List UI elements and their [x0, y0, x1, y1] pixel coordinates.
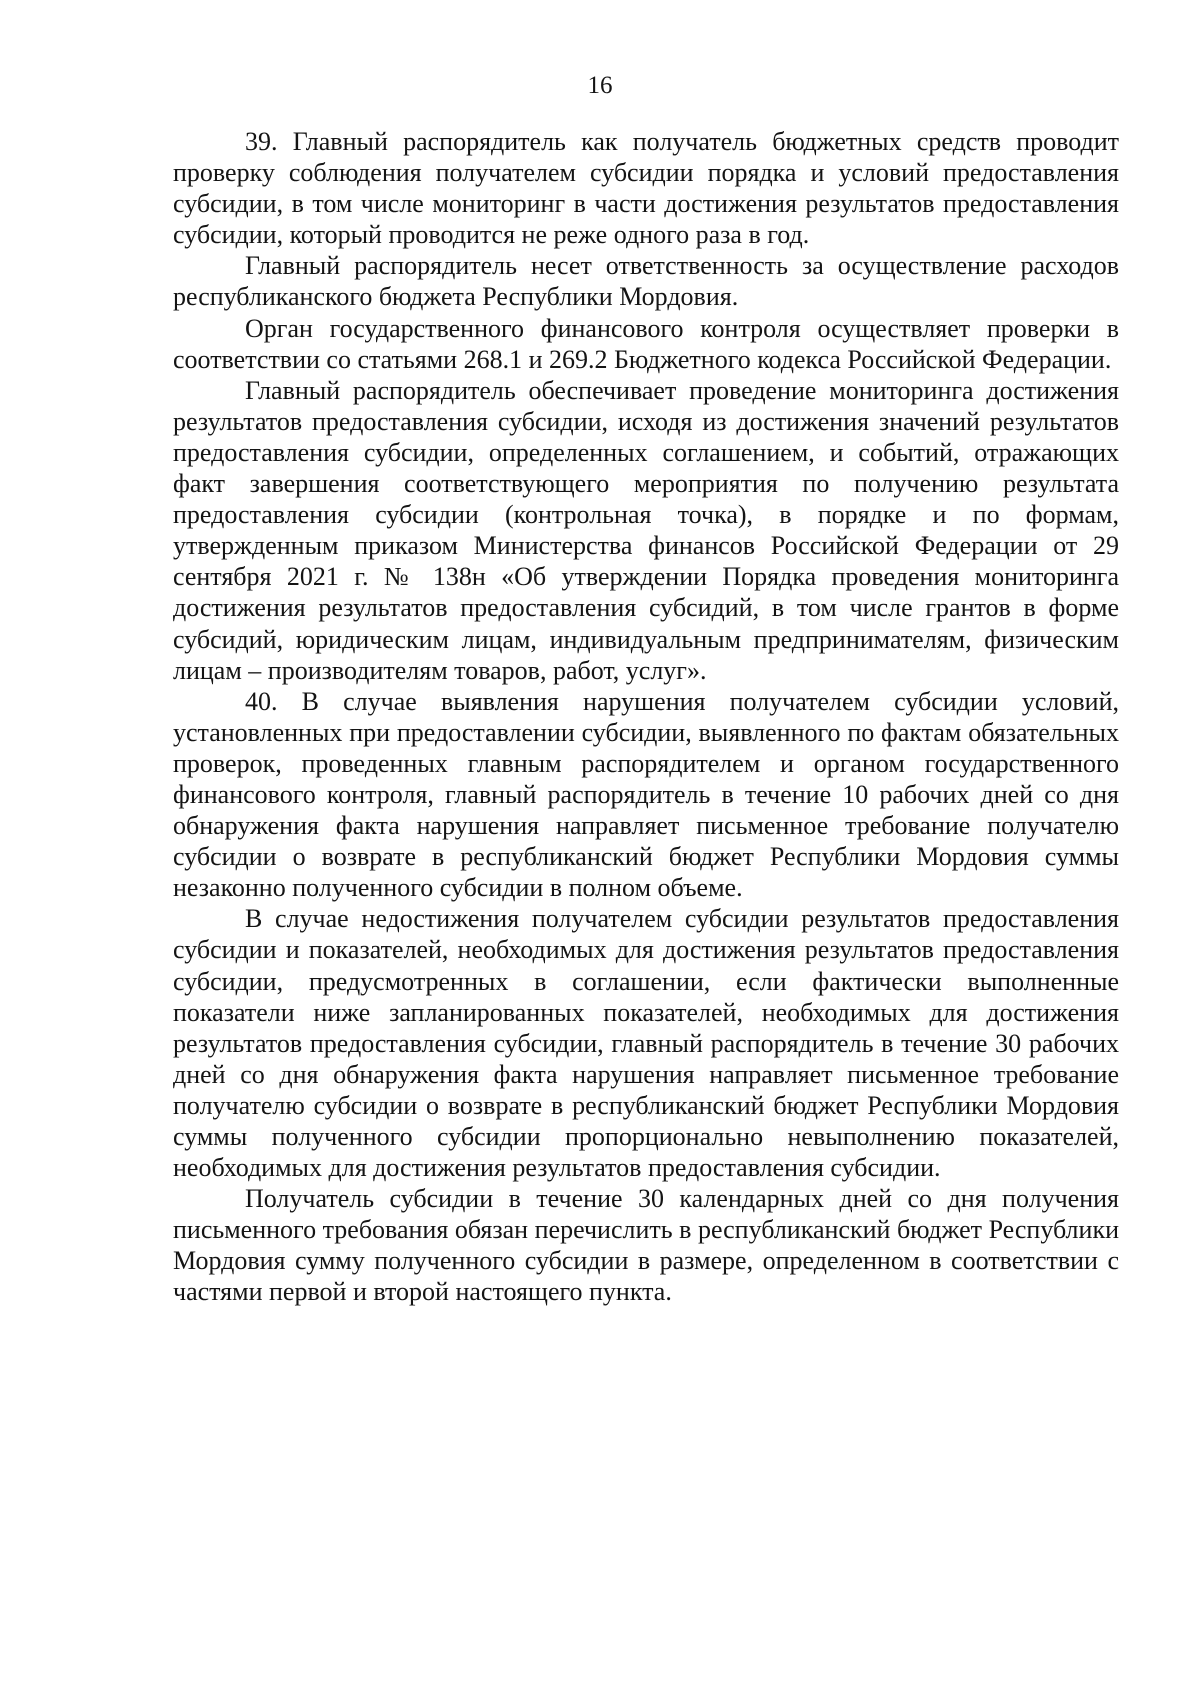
- paragraph-responsibility: Главный распорядитель несет ответственность за осуществление расходов республиканского бюджета Республики Мордовия.: [173, 251, 1119, 312]
- paragraph-refund: Получатель субсидии в течение 30 календарных дней со дня получения письменного требования обязан перечислить в республиканский бюджет Республики Мордовия сумму полученного субсидии в размере, определенном в соответствии с частями первой и второй настоящего пункта.: [173, 1184, 1119, 1307]
- paragraph-monitoring: Главный распорядитель обеспечивает проведение мониторинга достижения результатов предоставления субсидии, исходя из достижения значений результатов предоставления субсидии, определенных соглашением, и событий, отражающих факт завершения соответствующего мероприятия по получению результата предоставления субсидии (контрольная точка), в порядке и по формам, утвержденным приказом Министерства финансов Российской Федерации от 29 сентября 2021 г. № 138н «Об утверждении Порядка проведения мониторинга достижения результатов предоставления субсидий, в том числе грантов в форме субсидий, юридическим лицам, индивидуальным предпринимателям, физическим лицам – производителям товаров, работ, услуг».: [173, 375, 1119, 685]
- paragraph-non-achievement: В случае недостижения получателем субсидии результатов предоставления субсидии и показателей, необходимых для достижения результатов предоставления субсидии, предусмотренных в соглашении, если фактически выполненные показатели ниже запланированных показателей, необходимых для достижения результатов предоставления субсидии, главный распорядитель в течение 30 рабочих дней со дня обнаружения факта нарушения направляет письменное требование получателю субсидии о возврате в республиканский бюджет Республики Мордовия суммы полученного субсидии пропорционально невыполнению показателей, необходимых для достижения результатов предоставления субсидии.: [173, 904, 1119, 1183]
- page-number: 16: [587, 72, 613, 99]
- paragraph-item-39: 39. Главный распорядитель как получатель бюджетных средств проводит проверку соблюдения получателем субсидии порядка и условий предоставления субсидии, в том числе мониторинг в части достижения результатов предоставления субсидии, который проводится не реже одного раза в год.: [173, 127, 1119, 250]
- paragraph-financial-control: Орган государственного финансового контроля осуществляет проверки в соответствии со статьями 268.1 и 269.2 Бюджетного кодекса Российской Федерации.: [173, 313, 1119, 374]
- paragraph-item-40: 40. В случае выявления нарушения получателем субсидии условий, установленных при предоставлении субсидии, выявленного по фактам обязательных проверок, проведенных главным распорядителем и органом государственного финансового контроля, главный распорядитель в течение 10 рабочих дней со дня обнаружения факта нарушения направляет письменное требование получателю субсидии о возврате в республиканский бюджет Республики Мордовия суммы незаконно полученного субсидии в полном объеме.: [173, 686, 1119, 903]
- document-body: [173, 126, 1119, 1308]
